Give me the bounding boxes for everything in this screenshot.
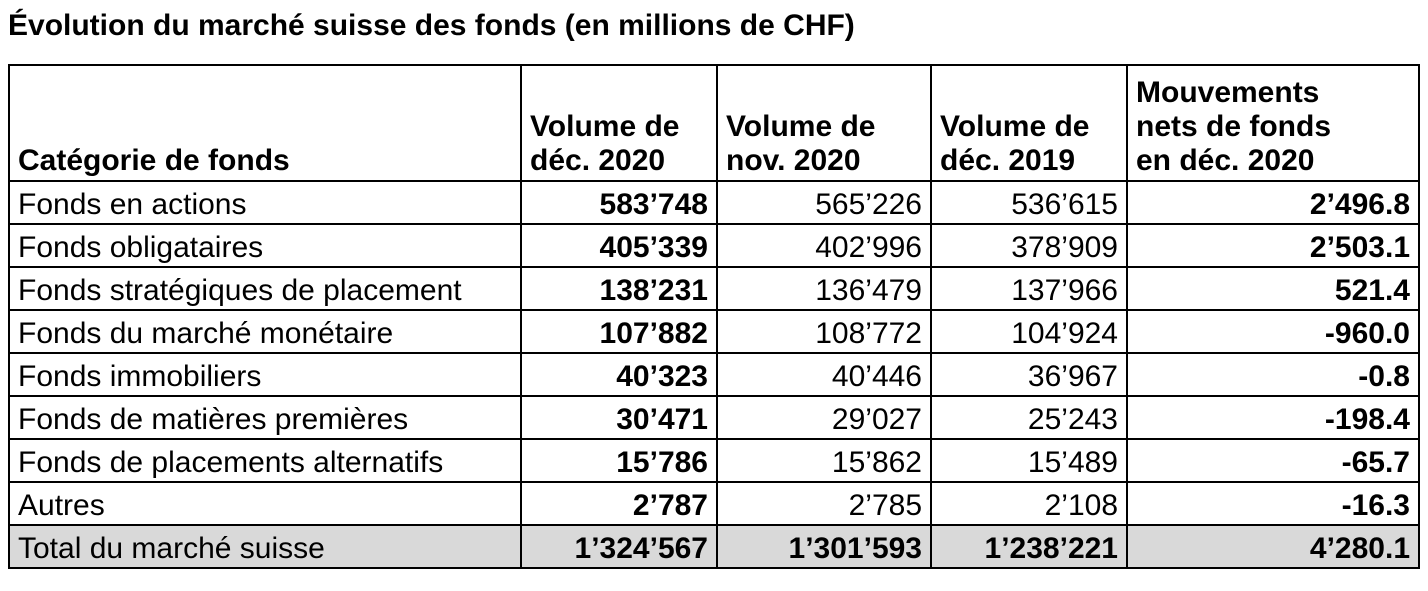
cell-total-volume-nov-2020: 1’301’593: [717, 525, 931, 568]
cell-volume-nov-2020: 2’785: [717, 482, 931, 525]
cell-volume-dec-2020: 30’471: [521, 396, 717, 439]
cell-volume-nov-2020: 108’772: [717, 310, 931, 353]
table-row: [9, 224, 1419, 267]
cell-volume-dec-2019: 104’924: [931, 310, 1127, 353]
cell-volume-dec-2020: 2’787: [521, 482, 717, 525]
cell-category: Autres: [9, 482, 521, 525]
fund-market-table: [8, 64, 1420, 569]
header-row: [9, 65, 1419, 181]
header-net-flows-dec-2020: [1127, 65, 1419, 181]
header-category-line: Catégorie de fonds: [18, 144, 290, 177]
cell-net-flows: -65.7: [1127, 439, 1419, 482]
cell-volume-dec-2020: 583’748: [521, 181, 717, 224]
header-category: [9, 65, 521, 181]
header-line: en déc. 2020: [1136, 144, 1315, 177]
cell-category: Fonds de matières premières: [9, 396, 521, 439]
cell-net-flows: -16.3: [1127, 482, 1419, 525]
cell-volume-nov-2020: 15’862: [717, 439, 931, 482]
cell-volume-dec-2019: 536’615: [931, 181, 1127, 224]
cell-net-flows: 521.4: [1127, 267, 1419, 310]
cell-net-flows: -198.4: [1127, 396, 1419, 439]
cell-volume-dec-2020: 138’231: [521, 267, 717, 310]
header-volume-nov-2020: [717, 65, 931, 181]
total-row: [9, 525, 1419, 568]
cell-volume-dec-2019: 137’966: [931, 267, 1127, 310]
cell-volume-dec-2019: 25’243: [931, 396, 1127, 439]
table-row: [9, 267, 1419, 310]
cell-total-volume-dec-2019: 1’238’221: [931, 525, 1127, 568]
cell-category: Fonds immobiliers: [9, 353, 521, 396]
header-volume-dec-2020: [521, 65, 717, 181]
cell-volume-dec-2019: 15’489: [931, 439, 1127, 482]
cell-volume-dec-2020: 405’339: [521, 224, 717, 267]
table-row: [9, 310, 1419, 353]
cell-total-net-flows: 4’280.1: [1127, 525, 1419, 568]
cell-volume-nov-2020: 402’996: [717, 224, 931, 267]
cell-net-flows: 2’496.8: [1127, 181, 1419, 224]
cell-category: Fonds stratégiques de placement: [9, 267, 521, 310]
header-line: déc. 2019: [940, 144, 1076, 177]
table-row: [9, 396, 1419, 439]
cell-category: Fonds de placements alternatifs: [9, 439, 521, 482]
header-line: Volume de: [726, 110, 876, 143]
cell-total-label: Total du marché suisse: [9, 525, 521, 568]
cell-category: Fonds en actions: [9, 181, 521, 224]
table-header: [9, 65, 1419, 181]
header-line: déc. 2020: [530, 144, 666, 177]
cell-volume-nov-2020: 29’027: [717, 396, 931, 439]
cell-volume-nov-2020: 136’479: [717, 267, 931, 310]
header-line: Volume de: [530, 110, 680, 143]
header-line: Volume de: [940, 110, 1090, 143]
cell-total-volume-dec-2020: 1’324’567: [521, 525, 717, 568]
cell-volume-dec-2020: 107’882: [521, 310, 717, 353]
table-row: [9, 181, 1419, 224]
cell-volume-dec-2020: 40’323: [521, 353, 717, 396]
cell-category: Fonds du marché monétaire: [9, 310, 521, 353]
cell-net-flows: 2’503.1: [1127, 224, 1419, 267]
header-line: Mouvements: [1136, 76, 1320, 109]
page-title: Évolution du marché suisse des fonds (en millions de CHF): [8, 9, 855, 42]
cell-category: Fonds obligataires: [9, 224, 521, 267]
cell-volume-dec-2019: 2’108: [931, 482, 1127, 525]
cell-volume-nov-2020: 40’446: [717, 353, 931, 396]
header-line: nets de fonds: [1136, 110, 1332, 143]
header-volume-dec-2019: [931, 65, 1127, 181]
table-row: [9, 439, 1419, 482]
cell-net-flows: -960.0: [1127, 310, 1419, 353]
cell-volume-nov-2020: 565’226: [717, 181, 931, 224]
cell-volume-dec-2019: 36’967: [931, 353, 1127, 396]
table-body: [9, 181, 1419, 568]
cell-volume-dec-2020: 15’786: [521, 439, 717, 482]
table-row: [9, 482, 1419, 525]
table-row: [9, 353, 1419, 396]
cell-volume-dec-2019: 378’909: [931, 224, 1127, 267]
header-line: nov. 2020: [726, 144, 861, 177]
cell-net-flows: -0.8: [1127, 353, 1419, 396]
